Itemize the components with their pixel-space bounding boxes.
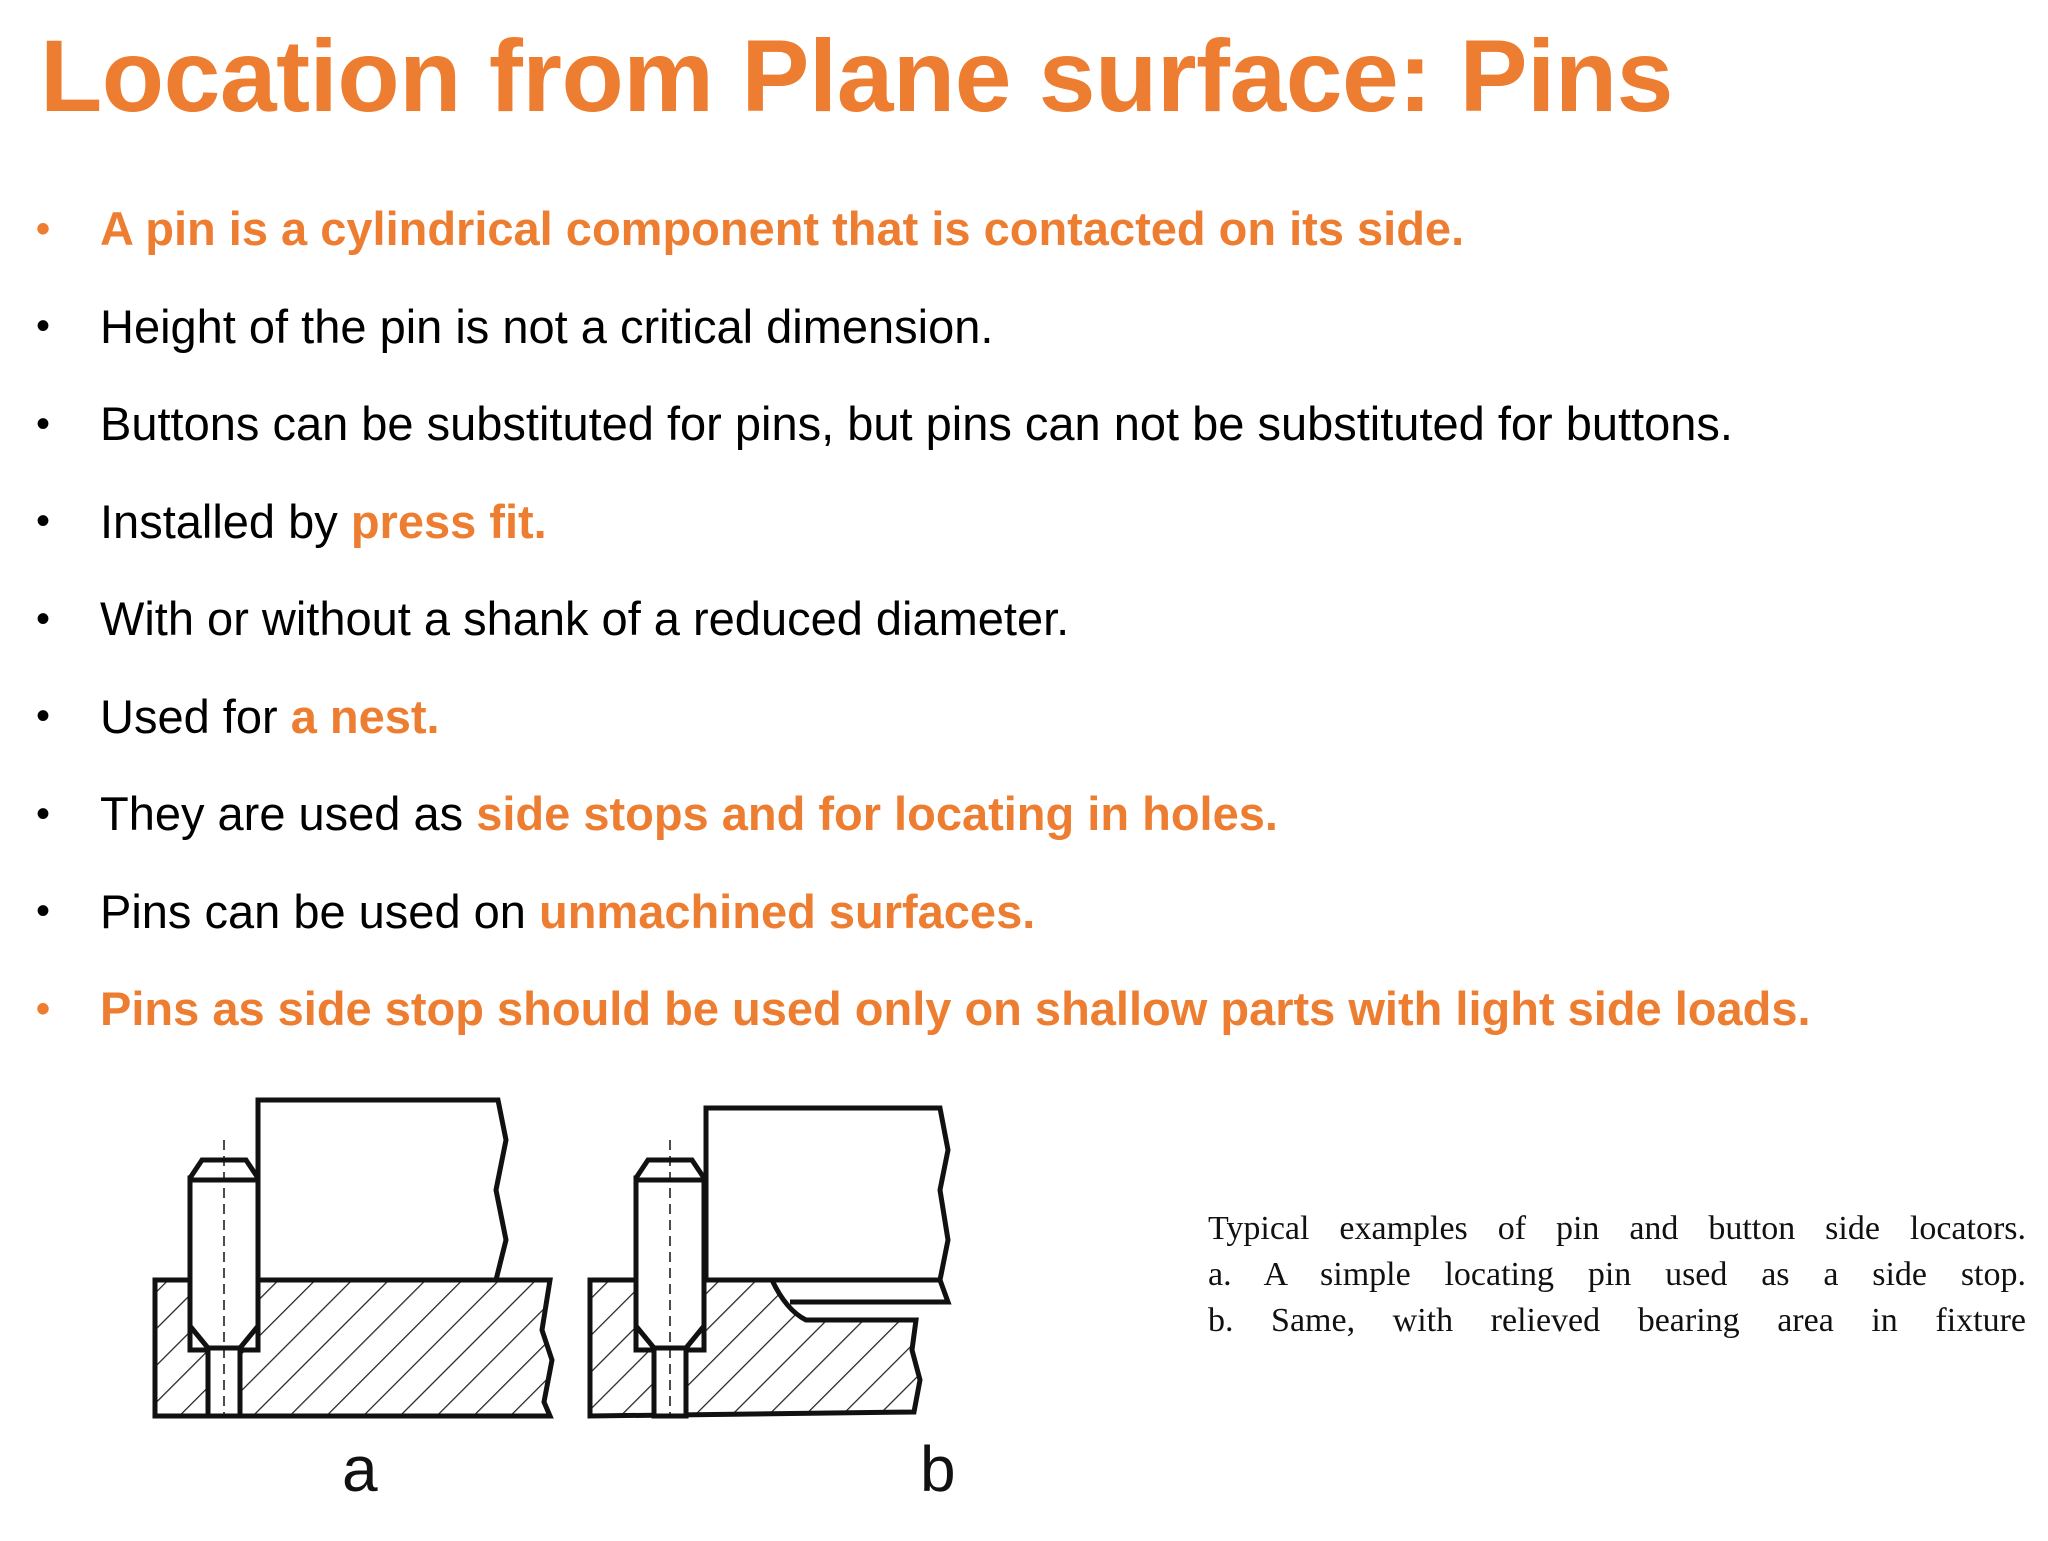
- bullet-dot: •: [36, 889, 51, 934]
- bullet-text: [100, 494, 547, 549]
- bullet-text: [100, 786, 1278, 841]
- bullet-dot: •: [36, 206, 51, 251]
- bullet-text-part: Pins as side stop should be used only on shallow parts with light side loads.: [100, 982, 1811, 1036]
- bullet-text: [100, 201, 1464, 256]
- bullet-dot: •: [36, 596, 51, 641]
- drawing-b: [590, 1108, 948, 1416]
- bullet-text-part: Installed by: [100, 494, 351, 548]
- bullet-item: [36, 863, 1811, 961]
- bullet-text: [100, 396, 1733, 451]
- bullet-list: [36, 180, 1811, 1058]
- bullet-text: [100, 299, 993, 354]
- drawing-a: [155, 1100, 552, 1416]
- bullet-text: [100, 884, 1035, 939]
- bullet-item: [36, 473, 1811, 571]
- bullet-item: [36, 668, 1811, 766]
- drawing-b-workpiece: [706, 1108, 948, 1280]
- bullet-item: [36, 278, 1811, 376]
- figure-label-a: a: [342, 1433, 378, 1505]
- figure-label-b: b: [920, 1433, 956, 1505]
- bullet-text-part: Pins can be used on: [100, 884, 539, 938]
- caption-line: a. A simple locating pin used as a side stop.: [1208, 1256, 2026, 1293]
- bullet-highlight: side stops and for locating in holes.: [476, 787, 1278, 841]
- bullet-dot: •: [36, 401, 51, 446]
- bullet-item: [36, 375, 1811, 473]
- bullet-text-part: Height of the pin is not a critical dimension.: [100, 299, 994, 353]
- bullet-text-part: Buttons can be substituted for pins, but pins can not be substituted for buttons.: [100, 397, 1733, 451]
- bullet-dot: •: [36, 986, 51, 1031]
- bullet-dot: •: [36, 499, 51, 544]
- drawing-a-workpiece: [258, 1100, 506, 1280]
- caption-line: b. Same, with relieved bearing area in fixture: [1208, 1302, 2026, 1339]
- bullet-text-part: They are used as: [100, 787, 477, 841]
- bullet-text-part: With or without a shank of a reduced diameter.: [100, 592, 1070, 646]
- bullet-highlight: press fit.: [350, 494, 547, 548]
- figure-caption: [1208, 1206, 2026, 1344]
- bullet-item: [36, 180, 1811, 278]
- bullet-text: [100, 981, 1811, 1036]
- pin-locator-figure: [150, 1040, 1170, 1536]
- bullet-dot: •: [36, 304, 51, 349]
- bullet-item: [36, 570, 1811, 668]
- bullet-text-part: Used for: [100, 689, 291, 743]
- caption-line: Typical examples of pin and button side locators.: [1208, 1210, 2026, 1247]
- bullet-dot: •: [36, 694, 51, 739]
- pin-locator-drawing: [150, 1040, 1170, 1536]
- bullet-item: [36, 765, 1811, 863]
- bullet-highlight: unmachined surfaces.: [538, 884, 1036, 938]
- bullet-dot: •: [36, 791, 51, 836]
- bullet-text: [100, 591, 1069, 646]
- bullet-highlight: a nest.: [290, 689, 440, 743]
- bullet-text-part: A pin is a cylindrical component that is contacted on its side.: [100, 202, 1465, 256]
- slide-title: Location from Plane surface: Pins: [40, 19, 1673, 133]
- bullet-text: [100, 689, 440, 744]
